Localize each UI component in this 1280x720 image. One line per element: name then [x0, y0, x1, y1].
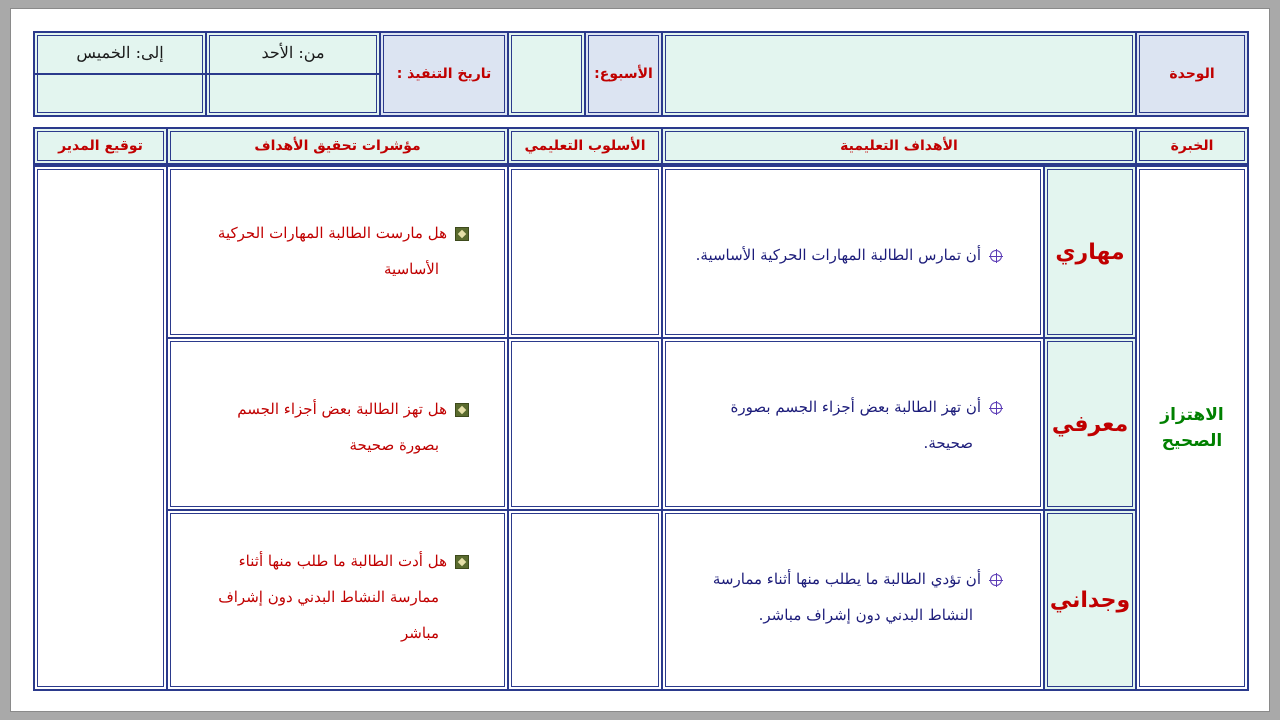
method-header-label: الأسلوب التعليمي [524, 138, 646, 154]
to-label: إلى: الخميس [76, 43, 164, 62]
experience-cell [1135, 165, 1249, 691]
method-cell-2[interactable] [507, 337, 663, 511]
objectives-header-label: الأهداف التعليمية [840, 138, 958, 154]
objective-line: أن تمارس الطالبة المهارات الحركية الأساسية. [695, 246, 981, 264]
square-bullet-icon [455, 227, 469, 241]
week-value-cell[interactable] [507, 31, 586, 117]
from-cell[interactable] [205, 31, 381, 117]
signature-header-label: توقيع المدير [58, 138, 143, 154]
experience-header [1135, 127, 1249, 165]
exec-date-label-cell [379, 31, 509, 117]
to-divider [35, 73, 205, 75]
objective-text-2 [663, 389, 1003, 461]
square-bullet-icon [455, 403, 469, 417]
indicator-line: هل تهز الطالبة بعض أجزاء الجسم [237, 400, 447, 418]
indicator-line: بصورة صحيحة [349, 436, 439, 454]
objective-line: صحيحة. [923, 434, 973, 452]
indicator-line: مباشر [401, 624, 439, 642]
method-cell-1[interactable] [507, 165, 663, 339]
objective-line: أن تؤدي الطالبة ما يطلب منها أثناء ممارسة [712, 570, 981, 588]
objectives-header [661, 127, 1137, 165]
domain-cell-affective [1043, 509, 1137, 691]
unit-label-cell [1135, 31, 1249, 117]
week-label: الأسبوع: [594, 66, 653, 82]
objective-line: النشاط البدني دون إشراف مباشر. [758, 606, 973, 624]
crosshair-icon [989, 249, 1003, 263]
domain-cell-cognitive [1043, 337, 1137, 511]
crosshair-icon [989, 573, 1003, 587]
indicator-text-1 [179, 215, 469, 287]
signature-header [33, 127, 168, 165]
indicator-line: هل أدت الطالبة ما طلب منها أثناء [238, 552, 447, 570]
to-cell[interactable] [33, 31, 207, 117]
experience-value: الاهتزاز الصحيح [1160, 405, 1224, 451]
from-label: من: الأحد [261, 43, 325, 62]
week-label-cell [584, 31, 663, 117]
indicators-header-label: مؤشرات تحقيق الأهداف [254, 138, 421, 154]
slide-frame [10, 8, 1270, 712]
method-cell-3[interactable] [507, 509, 663, 691]
indicators-header [166, 127, 509, 165]
objective-line: أن تهز الطالبة بعض أجزاء الجسم بصورة [730, 398, 981, 416]
domain-cell-skill [1043, 165, 1137, 339]
indicator-text-2 [179, 391, 469, 463]
exec-date-label: تاريخ التنفيذ : [396, 66, 492, 82]
domain-label: وجداني [1049, 587, 1131, 613]
experience-header-label: الخبرة [1170, 138, 1214, 154]
unit-value-cell[interactable] [661, 31, 1137, 117]
unit-label: الوحدة [1169, 66, 1215, 82]
objective-text-1 [663, 237, 1003, 273]
from-divider [207, 73, 379, 75]
signature-cell[interactable] [33, 165, 168, 691]
square-bullet-icon [455, 555, 469, 569]
indicator-line: الأساسية [384, 260, 439, 278]
domain-label: مهاري [1055, 239, 1125, 265]
indicator-text-3 [179, 543, 469, 651]
crosshair-icon [989, 401, 1003, 415]
indicator-line: ممارسة النشاط البدني دون إشراف [218, 588, 439, 606]
objective-text-3 [663, 561, 1003, 633]
indicator-line: هل مارست الطالبة المهارات الحركية [217, 224, 447, 242]
method-header [507, 127, 663, 165]
domain-label: معرفي [1051, 411, 1129, 437]
